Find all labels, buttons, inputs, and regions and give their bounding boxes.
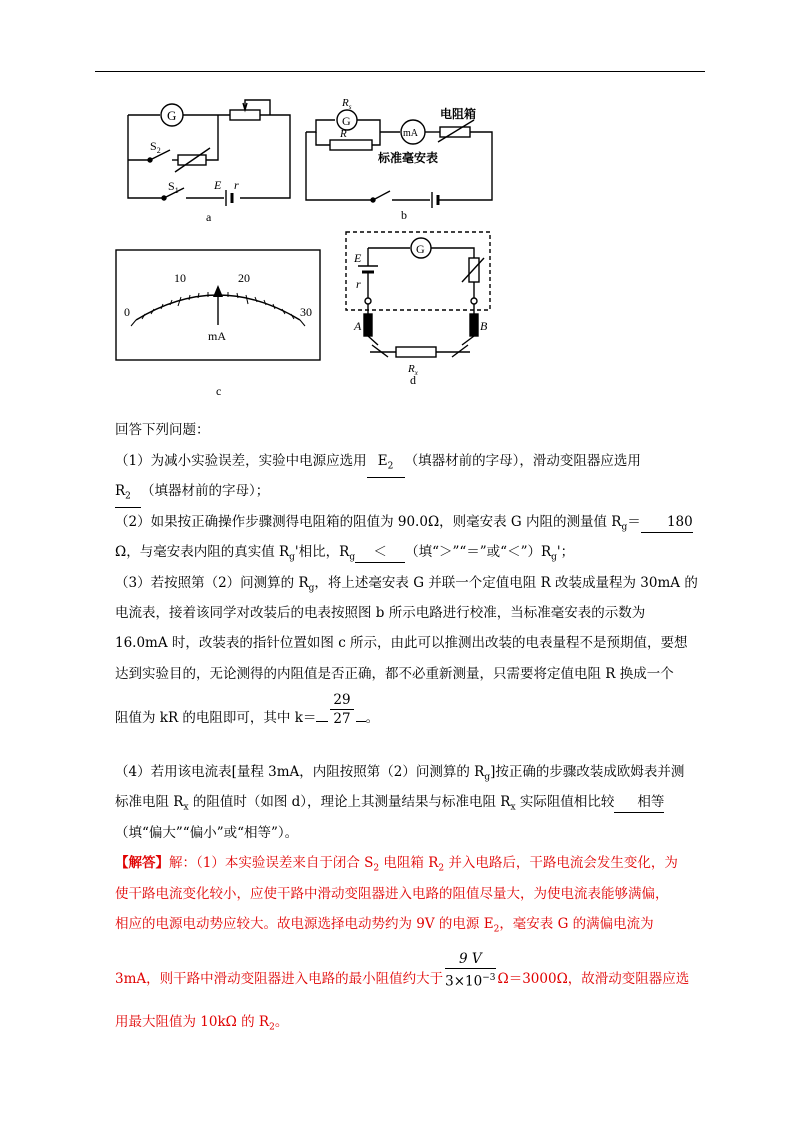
q1-line2: $R_2$ （填器材前的字母）； [115, 481, 710, 508]
r-label-d: r [356, 277, 361, 291]
milliammeter-label-c: mA [208, 329, 226, 343]
figure-a-label: a [206, 210, 212, 224]
q1-line1: （1）为减小实验误差，实验中电源应选用 $E_2$ （填器材前的字母），滑动变阻器应选用 [115, 451, 710, 478]
resistance-box-label: 电阻箱 [440, 107, 477, 121]
q2-line2: Ω，与毫安表内阻的真实值 $R_g'$相比，$R_g$ ＜ （填“＞”“＝”或“$<”)R_g'$； [115, 544, 575, 563]
q4-answer: 相等 [614, 792, 664, 813]
q2-answer-1: 180 [641, 512, 693, 533]
q4-line3: （填“偏大”“偏小”或“相等”）。 [115, 825, 299, 841]
galvanometer-label-b: G [342, 114, 351, 128]
q3-line3: 16.0mA 时，改装表的指针位置如图 c 所示，由此可以推测出改装的电表量程不是预期值，要想 [115, 635, 688, 651]
rx-label: $R_x$ [408, 363, 418, 377]
scale-10: 10 [174, 271, 186, 285]
q1-answer-1: $E_2$ [367, 451, 405, 478]
scale-30: 30 [300, 305, 312, 319]
figure-c-label: c [216, 384, 222, 398]
q2-answer-2: ＜ [355, 542, 405, 563]
s1-label: $S_1$ [168, 179, 179, 195]
e-label-a: E [214, 178, 222, 192]
solution-tag: 【解答】 [115, 855, 169, 871]
solution-line3: 相应的电源电动势应较大。故电源选择电动势约为 9V 的电源 $E_2$，毫安表 G 的满偏电流为 [115, 916, 654, 935]
q3-line2: 电流表，接着该同学对改装后的电表按照图 b 所示电路进行校准，当标准毫安表的示数为 [115, 605, 646, 621]
q4-line1: （4）若用该电流表[量程 3mA，内阻按照第（2）问测算的 $R_g$]按正确的步骤改装成欧姆表并测 [115, 764, 685, 783]
r-label-a: r [234, 178, 239, 192]
standard-milliammeter-label: 标准毫安表 [378, 151, 439, 165]
probe-b-label: B [480, 319, 488, 333]
solution-line2: 使干路电流变化较小，应使干路中滑动变阻器进入电路的阻值尽量大，为使电流表能够满偏， [115, 886, 669, 902]
solution-line5: 用最大阻值为 10kΩ 的 $R_2$。 [115, 1014, 289, 1033]
galvanometer-label-d: G [416, 242, 425, 256]
figure-d-label: d [410, 373, 416, 387]
solution-line4: 3mA，则干路中滑动变阻器进入电路的最小阻值约大于 $\frac{9 V}{3\times 10^{-3}}$ Ω＝3000Ω，故滑动变阻器应选 [115, 951, 690, 990]
e-label-d: E [354, 251, 362, 265]
q3-line4: 达到实验目的，无论测得的内阻值是否正确，都不必重新测量，只需要将定值电阻 R 换成一个 [115, 666, 674, 682]
r-label-b: R [340, 128, 347, 140]
figure-d [346, 232, 490, 387]
figure-c [116, 250, 320, 398]
k-fraction: $\frac{29}{27}$ [330, 691, 353, 728]
galvanometer-label-a: G [167, 108, 177, 123]
q3-line5: 阻值为 kR 的电阻即可，其中 k＝ $\frac{29}{27}$ 。 [115, 692, 380, 727]
scale-0: 0 [124, 305, 130, 319]
q1-answer-2: $R_2$ [115, 481, 141, 508]
q3-line1: （3）若按照第（2）问测算的 $R_g$，将上述毫安表 G 并联一个定值电阻 R 改装成量程为 30mA 的 [115, 575, 698, 594]
resistance-fraction: $\frac{9 V}{3\times 10^{-3}}$ [445, 951, 496, 990]
s2-label: $S_2$ [150, 139, 161, 155]
circuit-figures [0, 0, 800, 420]
figure-b-label: b [401, 208, 407, 222]
figure-b [306, 97, 492, 222]
rs-label: $R_s$ [342, 97, 352, 111]
solution-line1: 【解答】解：（1）本实验误差来自于闭合 $S_2$ 电阻箱 $R_2$ 并入电路后，干路电流会发生变化，为 [115, 855, 678, 874]
milliammeter-label-b: mA [403, 128, 418, 139]
figure-a [128, 100, 290, 224]
probe-a-label: A [354, 319, 362, 333]
scale-20: 20 [238, 271, 250, 285]
q4-line2: 标准电阻 $R_x$ 的阻值时（如图 d），理论上其测量结果与标准电阻 $R_x$ 实际阻值相比较 相等 [115, 794, 665, 813]
q2-line1: （2）如果按正确操作步骤测得电阻箱的阻值为 90.0Ω，则毫安表 G 内阻的测量值 $R_g= 180$ [115, 514, 693, 533]
intro-line: 回答下列问题： [115, 422, 210, 438]
